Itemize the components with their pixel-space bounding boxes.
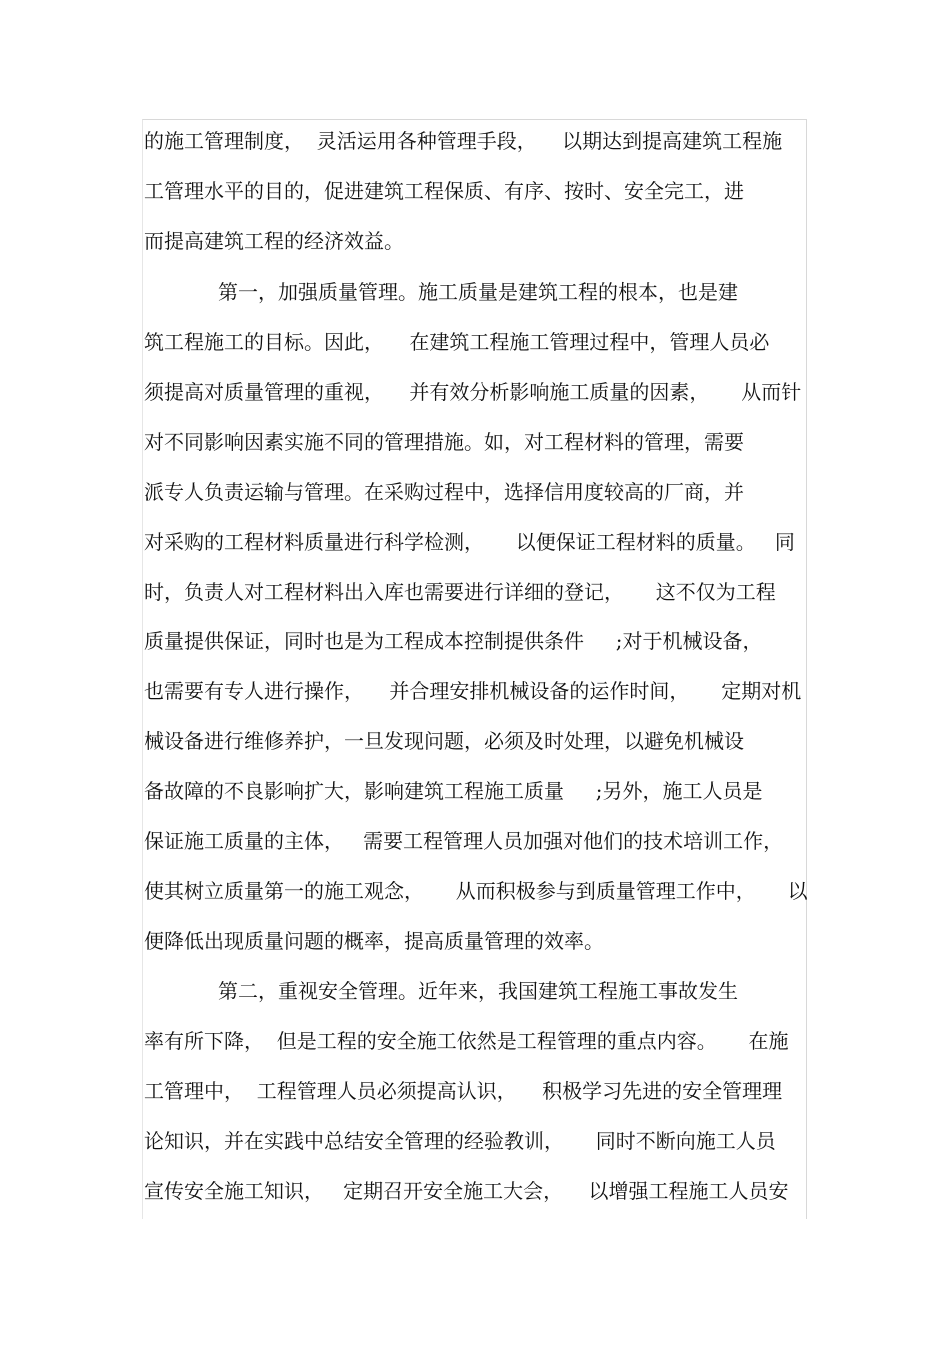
paragraph-line: 第二，重视安全管理。近年来，我国建筑工程施工事故发生 [218, 979, 738, 1003]
paragraph-line: 须提高对质量管理的重视， 并有效分析影响施工质量的因素， 从而针 [144, 380, 802, 404]
paragraph-line: 论知识，并在实践中总结安全管理的经验教训， 同时不断向施工人员 [144, 1129, 776, 1153]
paragraph-line: 第一，加强质量管理。施工质量是建筑工程的根本，也是建 [218, 280, 738, 304]
paragraph-line: 对采购的工程材料质量进行科学检测， 以便保证工程材料的质量。 同 [144, 530, 795, 554]
paragraph-line: 宣传安全施工知识， 定期召开安全施工大会， 以增强工程施工人员安 [144, 1179, 789, 1203]
paragraph-line: 也需要有专人进行操作， 并合理安排机械设备的运作时间， 定期对机 [144, 679, 802, 703]
paragraph-line: 备故障的不良影响扩大，影响建筑工程施工质量 ;另外，施工人员是 [144, 779, 763, 803]
paragraph-line: 筑工程施工的目标。因此， 在建筑工程施工管理过程中，管理人员必 [144, 330, 770, 354]
paragraph-line: 对不同影响因素实施不同的管理措施。如，对工程材料的管理，需要 [144, 430, 744, 454]
paragraph-line: 械设备进行维修养护，一旦发现问题，必须及时处理，以避免机械设 [144, 729, 744, 753]
paragraph-line: 时，负责人对工程材料出入库也需要进行详细的登记， 这不仅为工程 [144, 580, 776, 604]
paragraph-line: 工管理水平的目的，促进建筑工程保质、有序、按时、安全完工，进 [144, 179, 744, 203]
paragraph-line: 工管理中， 工程管理人员必须提高认识， 积极学习先进的安全管理理 [144, 1079, 783, 1103]
paragraph-line: 派专人负责运输与管理。在采购过程中，选择信用度较高的厂商，并 [144, 480, 744, 504]
paragraph-line: 保证施工质量的主体， 需要工程管理人员加强对他们的技术培训工作， [144, 829, 784, 853]
paragraph-line: 率有所下降， 但是工程的安全施工依然是工程管理的重点内容。 在施 [144, 1029, 789, 1053]
paragraph-line: 的施工管理制度， 灵活运用各种管理手段， 以期达到提高建筑工程施 [144, 129, 783, 153]
paragraph-line: 质量提供保证，同时也是为工程成本控制提供条件 ;对于机械设备， [144, 629, 763, 653]
paragraph-line: 便降低出现质量问题的概率，提高质量管理的效率。 [144, 929, 604, 953]
paragraph-line: 而提高建筑工程的经济效益。 [144, 229, 404, 253]
paragraph-line: 使其树立质量第一的施工观念， 从而积极参与到质量管理工作中， 以 [144, 879, 808, 903]
